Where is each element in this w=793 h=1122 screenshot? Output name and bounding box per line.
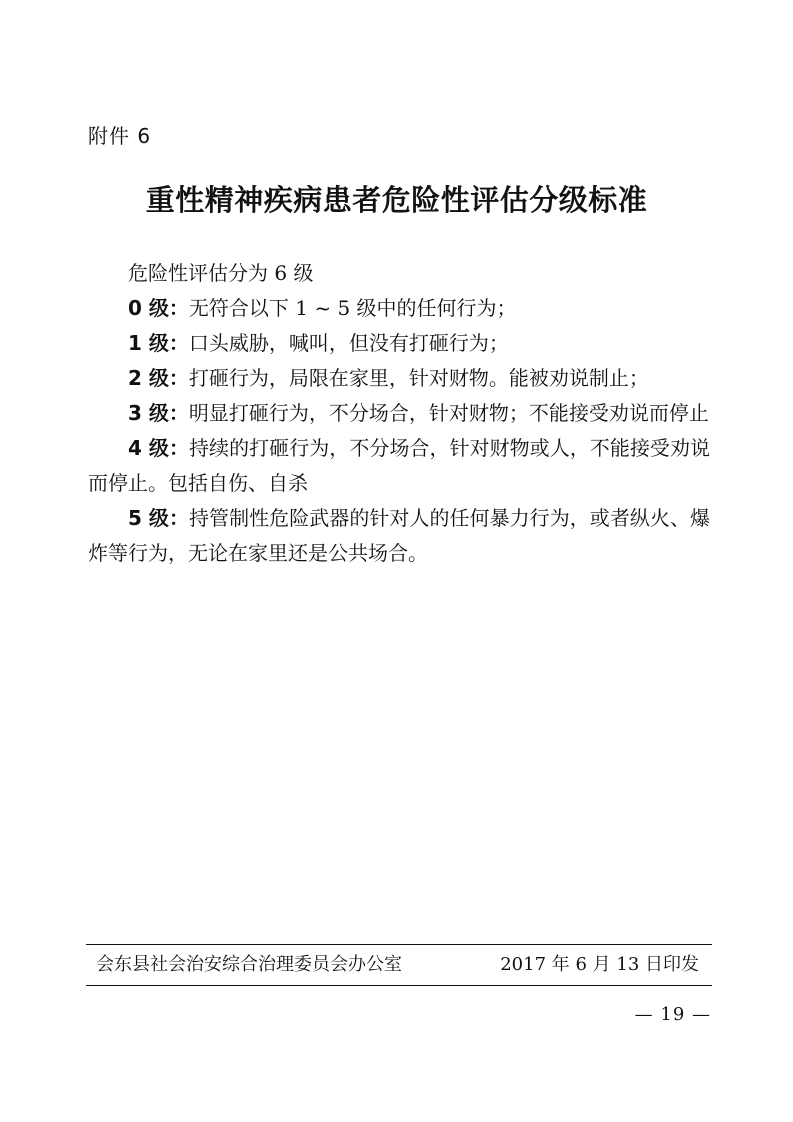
attachment-label: 附件 6 <box>88 124 152 148</box>
level-1-label: 1 级： <box>128 331 189 355</box>
level-0-label: 0 级： <box>128 296 189 320</box>
level-1-paragraph <box>88 326 710 361</box>
level-4-paragraph <box>88 431 710 501</box>
level-2-text: 打砸行为，局限在家里，针对财物。能被劝说制止； <box>188 366 649 390</box>
level-0-paragraph <box>88 291 710 326</box>
intro-paragraph: 危险性评估分为 6 级 <box>128 261 314 285</box>
level-5-text: 持管制性危险武器的针对人的任何暴力行为，或者纵火、爆炸等行为，无论在家里还是公共场合。 <box>88 506 710 565</box>
level-2-paragraph <box>88 361 710 396</box>
level-5-paragraph <box>88 501 710 571</box>
level-3-paragraph <box>88 396 710 431</box>
footer-bottom-divider <box>86 985 712 986</box>
level-2-label: 2 级： <box>128 366 189 390</box>
issuer-name: 会东县社会治安综合治理委员会办公室 <box>96 954 402 975</box>
level-3-text: 明显打砸行为，不分场合，针对财物；不能接受劝说而停止 <box>188 401 709 425</box>
level-5-label: 5 级： <box>128 506 189 530</box>
level-4-label: 4 级： <box>128 436 189 460</box>
level-0-text: 无符合以下 1 ~ 5 级中的任何行为； <box>188 296 517 320</box>
level-1-text: 口头威胁，喊叫，但没有打砸行为； <box>188 331 509 355</box>
level-4-text: 持续的打砸行为，不分场合，针对财物或人，不能接受劝说而停止。包括自伤、自杀 <box>88 436 710 495</box>
document-body <box>88 256 710 571</box>
page-number: — 19 — <box>634 1004 711 1025</box>
issue-date: 2017 年 6 月 13 日印发 <box>500 954 699 975</box>
footer-top-divider <box>86 944 712 945</box>
level-3-label: 3 级： <box>128 401 189 425</box>
document-title: 重性精神疾病患者危险性评估分级标准 <box>145 183 648 217</box>
